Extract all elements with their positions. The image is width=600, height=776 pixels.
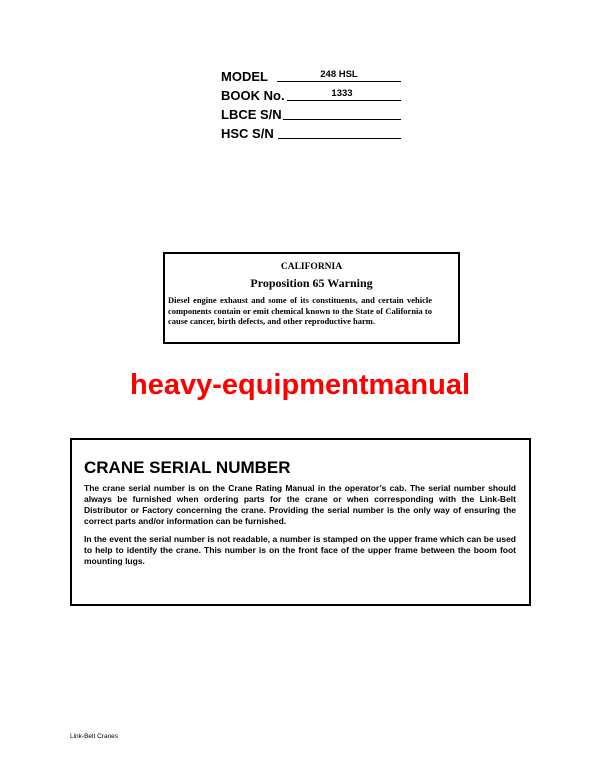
warning-text: Diesel engine exhaust and some of its constituents, and certain vehicle components contain or emit chemical known to the State of California to cause cancer, birth defects, and other reproductive harm. (168, 295, 432, 326)
serial-section-title: CRANE SERIAL NUMBER (84, 458, 291, 477)
model-value: 248 HSL (320, 69, 358, 80)
warning-title: CALIFORNIA (280, 262, 343, 272)
identification-block (221, 70, 401, 146)
lbce-sn-row (221, 108, 401, 127)
crane-serial-box (70, 438, 531, 606)
hsc-sn-line (278, 138, 401, 139)
lbce-sn-label: LBCE S/N (221, 107, 282, 122)
book-row (221, 89, 401, 108)
model-line (277, 81, 401, 82)
hsc-sn-row (221, 127, 401, 146)
footer-text: Link-Belt Cranes (70, 733, 119, 740)
watermark-text: heavy-equipmentmanual (129, 369, 471, 401)
hsc-sn-label: HSC S/N (221, 126, 274, 141)
serial-paragraph-2: In the event the serial number is not readable, a number is stamped on the upper frame which can be used to help to identify the crane. This number is on the front face of the upper frame between the boom foot mounting lugs. (84, 534, 516, 566)
model-label: MODEL (221, 69, 268, 84)
prop65-warning-box (163, 252, 460, 344)
warning-subtitle: Proposition 65 Warning (250, 276, 373, 290)
model-row (221, 70, 401, 89)
serial-paragraph-1: The crane serial number is on the Crane Rating Manual in the operator’s cab. The serial number should always be furnished when ordering parts for the crane or when corresponding with the Link-Belt Distributor or Factory concerning the crane. Providing the serial number is the only way of ensuring the correct parts and/or information can be furnished. (84, 483, 516, 526)
lbce-sn-line (283, 119, 401, 120)
book-value: 1333 (331, 88, 353, 99)
book-line (287, 100, 401, 101)
book-label: BOOK No. (221, 88, 285, 103)
